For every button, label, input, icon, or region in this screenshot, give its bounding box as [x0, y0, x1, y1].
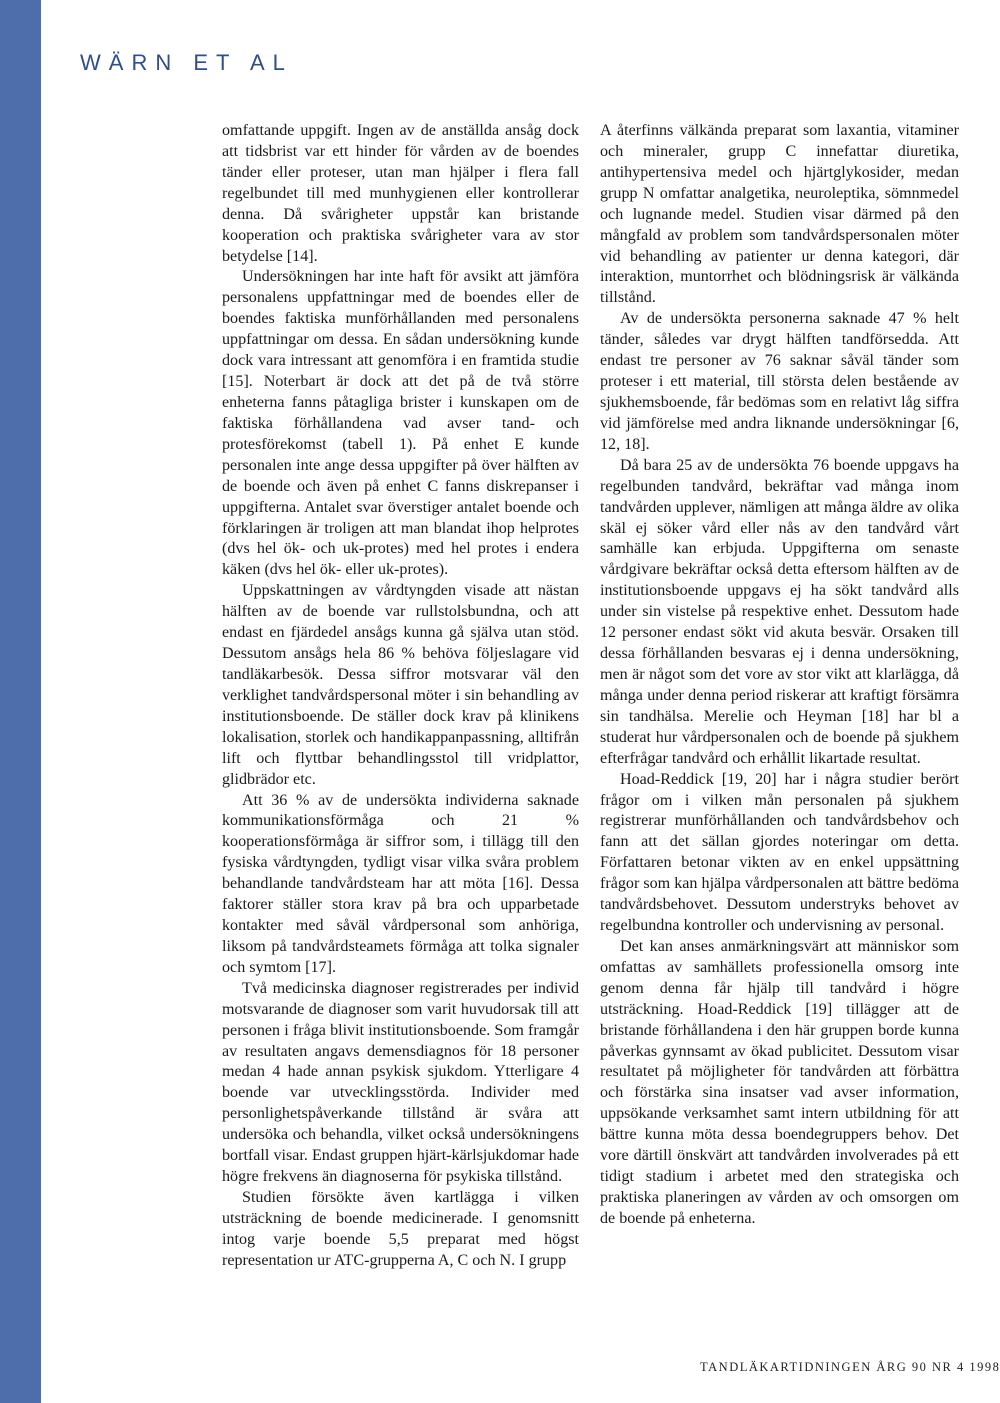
paragraph: Hoad-Reddick [19, 20] har i några studier berört frågor om i vilken mån personalen på sjukhem registrerar munförhållanden och tandvårdsbehov och fann att det sällan gjordes noteringar om detta. Författaren betonar vikten av en enkel uppsättning frågor som kan hjälpa vårdpersonalen att bättre bedöma tandvårdsbehovet. Dessutom understryks behovet av regelbundna kontroller och undervisning av personal. [600, 770, 959, 935]
paragraph: omfattande uppgift. Ingen av de anställda ansåg dock att tidsbrist var ett hinder för vården av de boendes tänder eller proteser, utan man hjälper i flera fall regelbundet till med munhygienen eller kontrollerar denna. Då svårigheter uppstår kan bristande kooperation och praktiska svårigheter vara av stor betydelse [14]. [222, 122, 579, 265]
paragraph: Undersökningen har inte haft för avsikt att jämföra personalens uppfattningar med de boendes eller de boendes faktiska munförhållanden med personalens uppfattningar om dessa. En sådan undersökning kunde dock vara intressant att genomföra i en framtida studie [15]. Noterbart är dock att det på de två större enheterna fanns påtagliga brister i kunskapen om de faktiska förhållandena vad avser tand- och protesförekomst (tabell 1). På enhet E kunde personalen inte ange dessa uppgifter på över hälften av de boende och även på enhet C fanns diskrepanser i uppgifterna. Antalet svar överstiger antalet boende och förklaringen är troligen att man blandat ihop helprotes (dvs hel ök- och uk-protes) med hel protes i endera käken (dvs hel ök- eller uk-protes). [222, 268, 579, 579]
paragraph: Två medicinska diagnoser registrerades per individ motsvarande de diagnoser som varit huvudorsak till att personen i fråga blivit institutionsboende. Som framgår av resultaten angavs demensdiagnos för 18 personer medan 4 hade annan psykisk sjukdom. Ytterligare 4 boende var utvecklingsstörda. Individer med personlighetspåverkande tillstånd är svåra att undersöka och behandla, vilket också undersökningens bortfall visar. Endast gruppen hjärt-kärlsjukdomar hade högre frekvens än diagnoserna för psykiska tillstånd. [222, 979, 579, 1186]
left-column [222, 121, 579, 1272]
paragraph: Att 36 % av de undersökta individerna saknade kommunikationsförmåga och 21 % kooperationsförmåga är siffror som, i tillägg till den fysiska vårdtyngden, tydligt visar vilka svåra problem behandlande tandvårdsteam har att möta [16]. Dessa faktorer ställer stora krav på bra och upparbetade kontakter med såväl vårdpersonal som anhöriga, liksom på tandvårdsteamets förmåga att tolka signaler och symtom [17]. [222, 791, 579, 976]
paragraph: Studien försökte även kartlägga i vilken utsträckning de boende medicinerade. I genomsnitt intog varje boende 5,5 preparat med högst representation ur ATC-grupperna A, C och N. I grupp [222, 1189, 579, 1269]
paragraph: Det kan anses anmärkningsvärt att människor som omfattas av samhällets professionella omsorg inte genom denna får hjälp till tandvård i högre utsträckning. Hoad-Reddick [19] tillägger att de bristande förhållandena i den här gruppen borde kunna påverkas gynnsamt av ökad publicitet. Dessutom visar resultatet på möjligheter för tandvården att förbättra och förstärka sina insatser vad avser information, uppsökande verksamhet samt intern utbildning för att bättre kunna möta dessa boendegruppers behov. Det vore därtill önskvärt att tandvården involverades på ett tidigt stadium i arbetet med den strategiska och praktiska planeringen av vården av och omsorgen om de boende på enheterna. [600, 937, 959, 1227]
right-column [600, 121, 959, 1230]
journal-footer: TANDLÄKARTIDNINGEN ÅRG 90 NR 4 1998 [700, 1360, 1000, 1374]
paragraph: Då bara 25 av de undersökta 76 boende uppgavs ha regelbunden tandvård, bekräftar vad många inom tandvården upplever, nämligen att många äldre av olika skäl ej söker vård eller nås av den tandvård vårt samhälle kan erbjuda. Uppgifterna om senaste vårdgivare bekräftar också detta eftersom hälften av de institutionsboende uppgavs ej ha sökt tandvård alls under sin vistelse på respektive enhet. Dessutom hade 12 personer endast sökt vid akuta besvär. Orsaken till dessa förhållanden besvaras ej i denna undersökning, men är något som det vore av stor vikt att klarlägga, då många under denna period riskerar att kraftigt försämra sin tandhälsa. Merelie och Heyman [18] har bl a studerat hur vårdpersonalen och de boende på sjukhem efterfrågar tandvård och erhållit likartade resultat. [600, 456, 959, 767]
side-color-bar [0, 0, 41, 1403]
paragraph: Uppskattningen av vårdtyngden visade att nästan hälften av de boende var rullstolsbundna, och att endast en fjärdedel ansågs kunna gå själva utan stöd. Dessutom ansågs hela 86 % behöva följeslagare vid tandläkarbesök. Dessa siffror motsvarar väl den verklighet tandvårdspersonal möter i sin behandling av institutionsboende. De ställer dock krav på klinikens lokalisation, storlek och handikappanpassning, alltifrån lift och flyttbar behandlingsstol till vridplattor, glidbrädor etc. [222, 582, 579, 788]
running-head: WÄRN ET AL [80, 50, 293, 75]
paragraph: A återfinns välkända preparat som laxantia, vitaminer och mineraler, grupp C innefattar diuretika, antihypertensiva medel och hjärtglykosider, medan grupp N omfattar analgetika, neuroleptika, sömnmedel och lugnande medel. Studien visar därmed på den mångfald av problem som tandvårdspersonalen möter vid behandling av patienter ur denna kategori, där interaktion, muntorrhet och blödningsrisk är välkända tillstånd. [600, 122, 959, 307]
paragraph: Av de undersökta personerna saknade 47 % helt tänder, således var drygt hälften tandförsedda. Att endast tre personer av 76 saknar såväl tänder som proteser i ett material, till största delen bestående av sjukhemsboende, får bedömas som en relativt låg siffra vid jämförelse med andra liknande undersökningar [6, 12, 18]. [600, 310, 959, 453]
